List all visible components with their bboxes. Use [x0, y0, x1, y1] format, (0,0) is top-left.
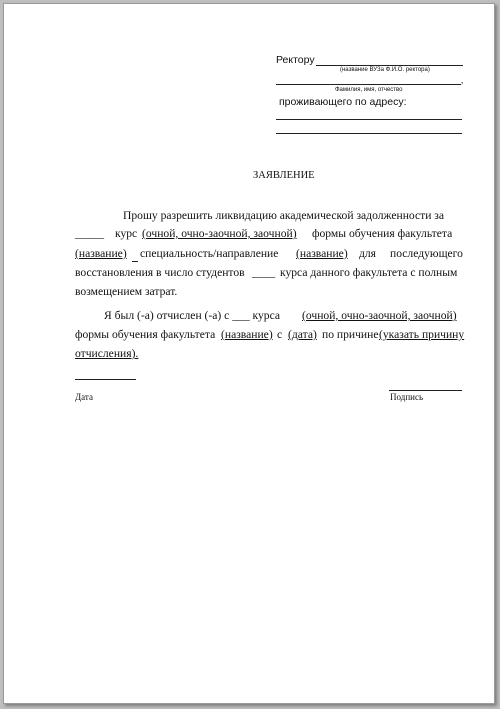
p2-line2-s: с — [277, 328, 283, 341]
p1-line3-name1: (название) — [75, 247, 127, 260]
name-caption: Фамилия, имя, отчество — [335, 87, 403, 93]
name-line — [276, 84, 461, 85]
name-line-comma: , — [461, 75, 464, 85]
p2-line3-reason: отчисления). — [75, 347, 139, 360]
address-line-2 — [276, 133, 462, 134]
p2-line2-name: (название) — [221, 328, 273, 341]
p1-line3-name2: (название) — [296, 247, 348, 260]
document-page — [3, 3, 495, 704]
p1-line2-kurs: курс — [115, 227, 138, 240]
p2-line2-pre: формы обучения факультета — [75, 328, 216, 341]
p2-line1-form: (очной, очно-заочной, заочной) — [302, 309, 457, 322]
p1-line5: возмещением затрат. — [75, 285, 178, 298]
document-title: ЗАЯВЛЕНИЕ — [253, 170, 315, 181]
p1-line1: Прошу разрешить ликвидацию академической задолженности за — [123, 209, 445, 222]
p1-line4-pre: восстановления в число студентов — [75, 266, 245, 279]
rector-caption: (название ВУЗа Ф.И.О. ректора) — [340, 67, 430, 73]
p2-line2-reason-pre: по причине — [322, 328, 379, 341]
p1-line3-spec: специальность/направление — [140, 247, 279, 260]
p2-line1-pre: Я был (-а) отчислен (-а) с ___ курса — [104, 309, 281, 322]
rector-line — [316, 65, 463, 66]
p2-line2-reason: (указать причину — [379, 328, 465, 341]
p1-line3-dlya: для — [359, 247, 377, 260]
date-label: Дата — [75, 392, 93, 402]
residing-label: проживающего по адресу: — [279, 96, 407, 108]
signature-line — [389, 390, 462, 391]
p1-line2-blank: _____ — [75, 227, 104, 240]
p1-line4-post: курса данного факультета с полным — [280, 266, 458, 279]
p1-line2-form: (очной, очно-заочной, заочной) — [142, 227, 297, 240]
date-line — [75, 379, 136, 380]
p2-line2-date: (дата) — [288, 328, 317, 341]
p1-line3-rest: последующего — [390, 247, 463, 260]
rector-label: Ректору — [276, 54, 315, 66]
signature-label: Подпись — [390, 392, 424, 402]
address-line-1 — [276, 119, 462, 120]
p1-line4-blank: ____ — [252, 266, 276, 279]
p1-line2-rest: формы обучения факультета — [312, 227, 453, 240]
p1-line3-gap-underline — [132, 261, 138, 262]
